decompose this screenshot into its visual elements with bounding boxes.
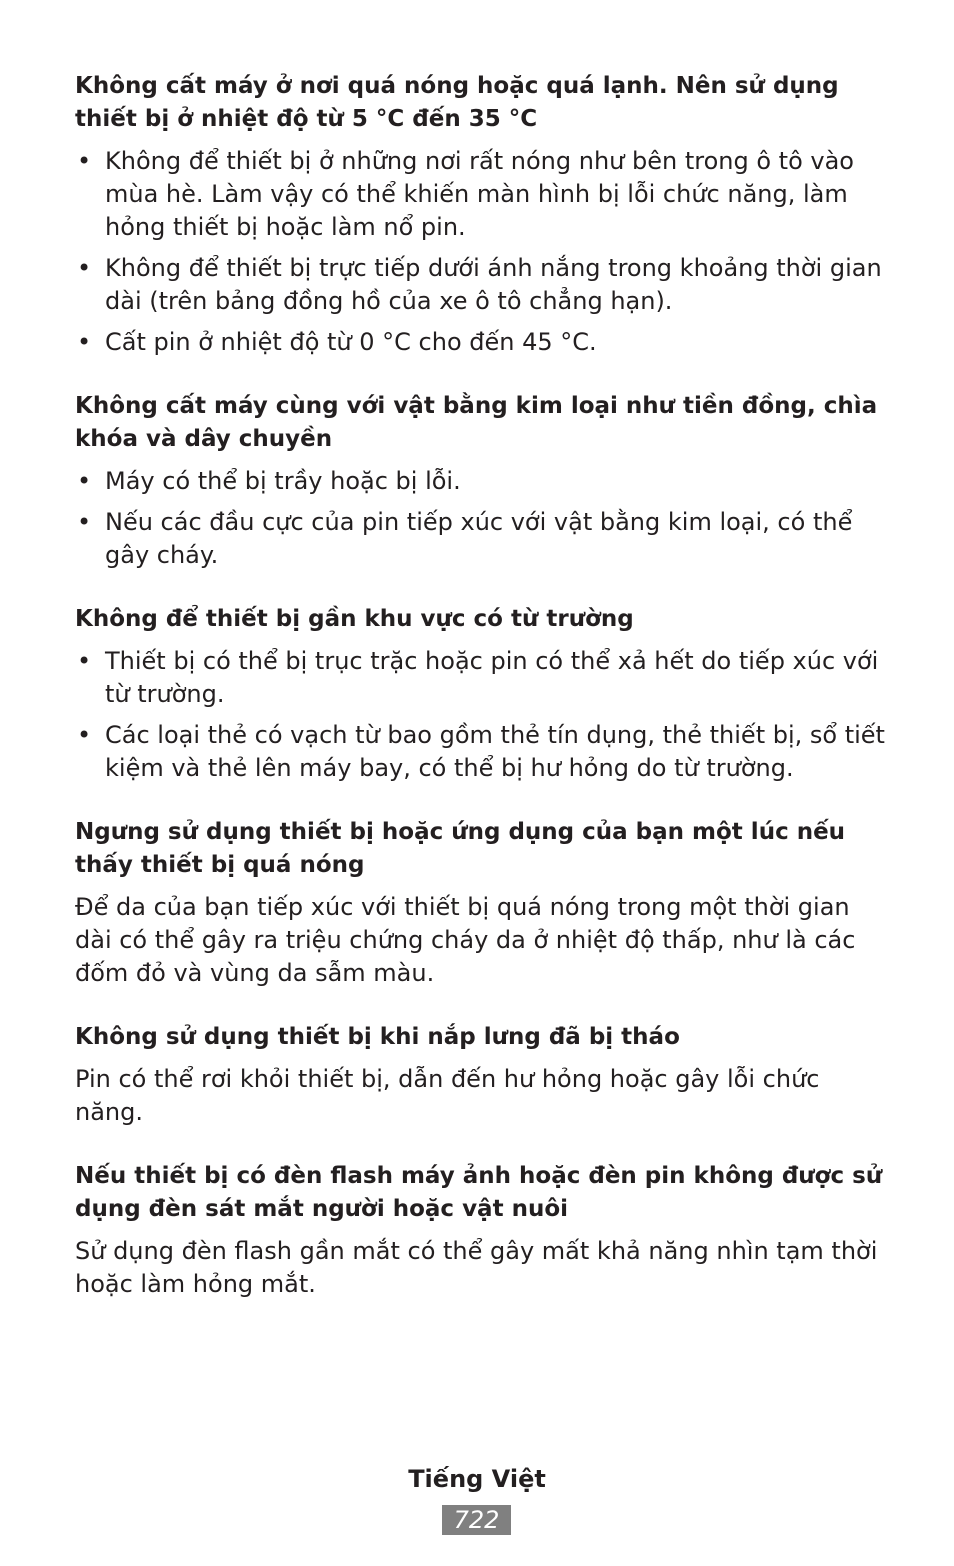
section-overheating: [75, 816, 885, 990]
list-item: [75, 145, 885, 244]
list-item-text: Không để thiết bị ở những nơi rất nóng như bên trong ô tô vào mùa hè. Làm vậy có thể khiến màn hình bị lỗi chức năng, làm hỏng thiết bị hoặc làm nổ pin.: [105, 147, 854, 241]
list-item-text: Nếu các đầu cực của pin tiếp xúc với vật bằng kim loại, có thể gây cháy.: [105, 508, 853, 569]
list-item: [75, 506, 885, 572]
bullet-icon: •: [77, 721, 92, 749]
section-heading: Không để thiết bị gần khu vực có từ trường: [75, 606, 634, 632]
footer-language-label: Tiếng Việt: [408, 1465, 546, 1493]
section-metal-objects: [75, 390, 885, 572]
section-heading: Không sử dụng thiết bị khi nắp lưng đã bị tháo: [75, 1024, 680, 1050]
list-item-text: Thiết bị có thể bị trục trặc hoặc pin có thể xả hết do tiếp xúc với từ trường.: [105, 647, 879, 708]
list-item: [75, 645, 885, 711]
bullet-list: [75, 465, 885, 572]
page-number: 722: [442, 1505, 511, 1535]
list-item: [75, 326, 885, 359]
section-back-cover: [75, 1021, 885, 1129]
section-heading: Không cất máy ở nơi quá nóng hoặc quá lạnh. Nên sử dụng thiết bị ở nhiệt độ từ 5 °C đến 35 °C: [75, 73, 839, 132]
section-storage-temperature: [75, 70, 885, 359]
list-item-text: Các loại thẻ có vạch từ bao gồm thẻ tín dụng, thẻ thiết bị, sổ tiết kiệm và thẻ lên máy bay, có thể bị hư hỏng do từ trường.: [105, 721, 885, 782]
document-body: [75, 70, 885, 1332]
section-heading: Ngưng sử dụng thiết bị hoặc ứng dụng của bạn một lúc nếu thấy thiết bị quá nóng: [75, 819, 846, 878]
bullet-icon: •: [77, 647, 92, 675]
bullet-icon: •: [77, 328, 92, 356]
section-paragraph: Pin có thể rơi khỏi thiết bị, dẫn đến hư hỏng hoặc gây lỗi chức năng.: [75, 1065, 820, 1126]
section-magnetic-fields: [75, 603, 885, 785]
section-paragraph: Sử dụng đèn flash gần mắt có thể gây mất khả năng nhìn tạm thời hoặc làm hỏng mắt.: [75, 1237, 878, 1298]
list-item-text: Máy có thể bị trầy hoặc bị lỗi.: [105, 467, 461, 495]
list-item: [75, 252, 885, 318]
bullet-icon: •: [77, 467, 92, 495]
bullet-icon: •: [77, 147, 92, 175]
list-item: [75, 465, 885, 498]
list-item-text: Không để thiết bị trực tiếp dưới ánh nắng trong khoảng thời gian dài (trên bảng đồng hồ của xe ô tô chẳng hạn).: [105, 254, 882, 315]
section-flash: [75, 1160, 885, 1301]
bullet-list: [75, 645, 885, 785]
bullet-icon: •: [77, 508, 92, 536]
list-item: [75, 719, 885, 785]
list-item-text: Cất pin ở nhiệt độ từ 0 °C cho đến 45 °C.: [105, 328, 597, 356]
bullet-list: [75, 145, 885, 359]
section-heading: Không cất máy cùng với vật bằng kim loại như tiền đồng, chìa khóa và dây chuyền: [75, 393, 878, 452]
bullet-icon: •: [77, 254, 92, 282]
section-paragraph: Để da của bạn tiếp xúc với thiết bị quá nóng trong một thời gian dài có thể gây ra triệu chứng cháy da ở nhiệt độ thấp, như là các đốm đỏ và vùng da sẫm màu.: [75, 893, 856, 987]
section-heading: Nếu thiết bị có đèn flash máy ảnh hoặc đèn pin không được sử dụng đèn sát mắt người hoặc vật nuôi: [75, 1163, 883, 1222]
